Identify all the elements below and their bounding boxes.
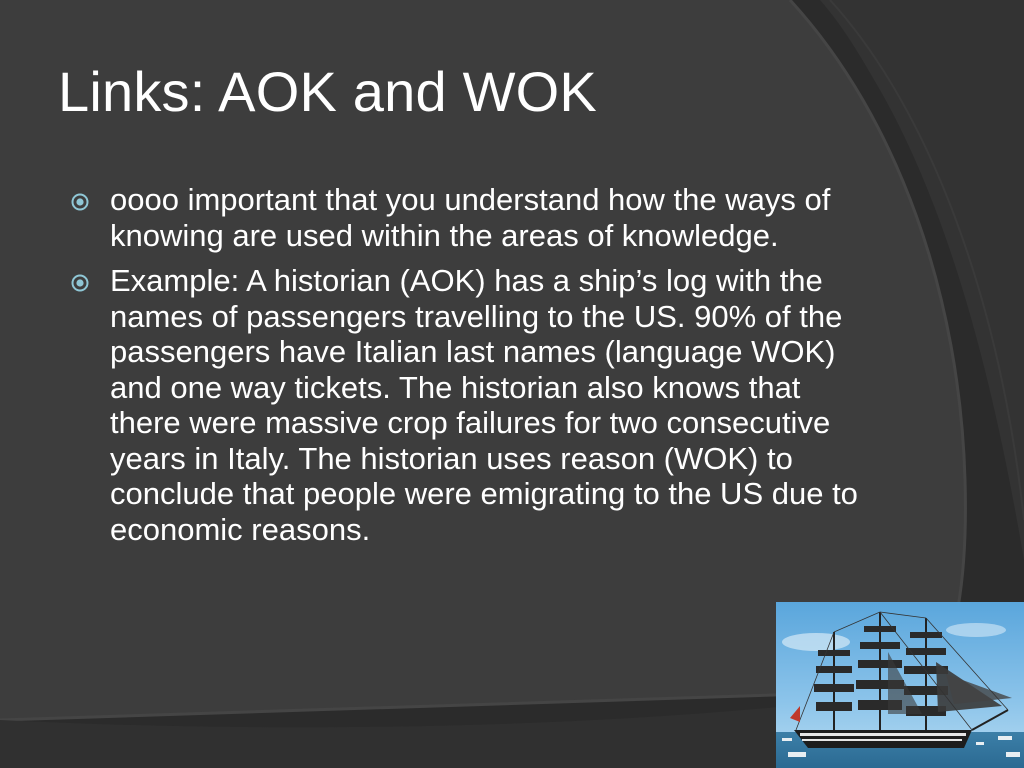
- tall-ship-photo: [776, 602, 1024, 768]
- target-bullet-icon: [70, 192, 90, 212]
- bullet-text: Example: A historian (AOK) has a ship’s log with the names of passengers travelling to the US. 90% of the passengers have Italian last names (language WOK) and one way tickets. The historian also knows that there were massive crop failures for two consecutive years in Italy. The historian uses reason (WOK) to conclude that people were emigrating to the US due to economic reasons.: [110, 263, 858, 547]
- bullet-list: [68, 182, 868, 557]
- target-bullet-icon: [70, 273, 90, 293]
- bullet-item: [68, 263, 868, 547]
- bullet-item: [68, 182, 868, 253]
- slide-title: Links: AOK and WOK: [58, 60, 597, 123]
- bullet-text: oooo important that you understand how the ways of knowing are used within the areas of knowledge.: [110, 182, 831, 253]
